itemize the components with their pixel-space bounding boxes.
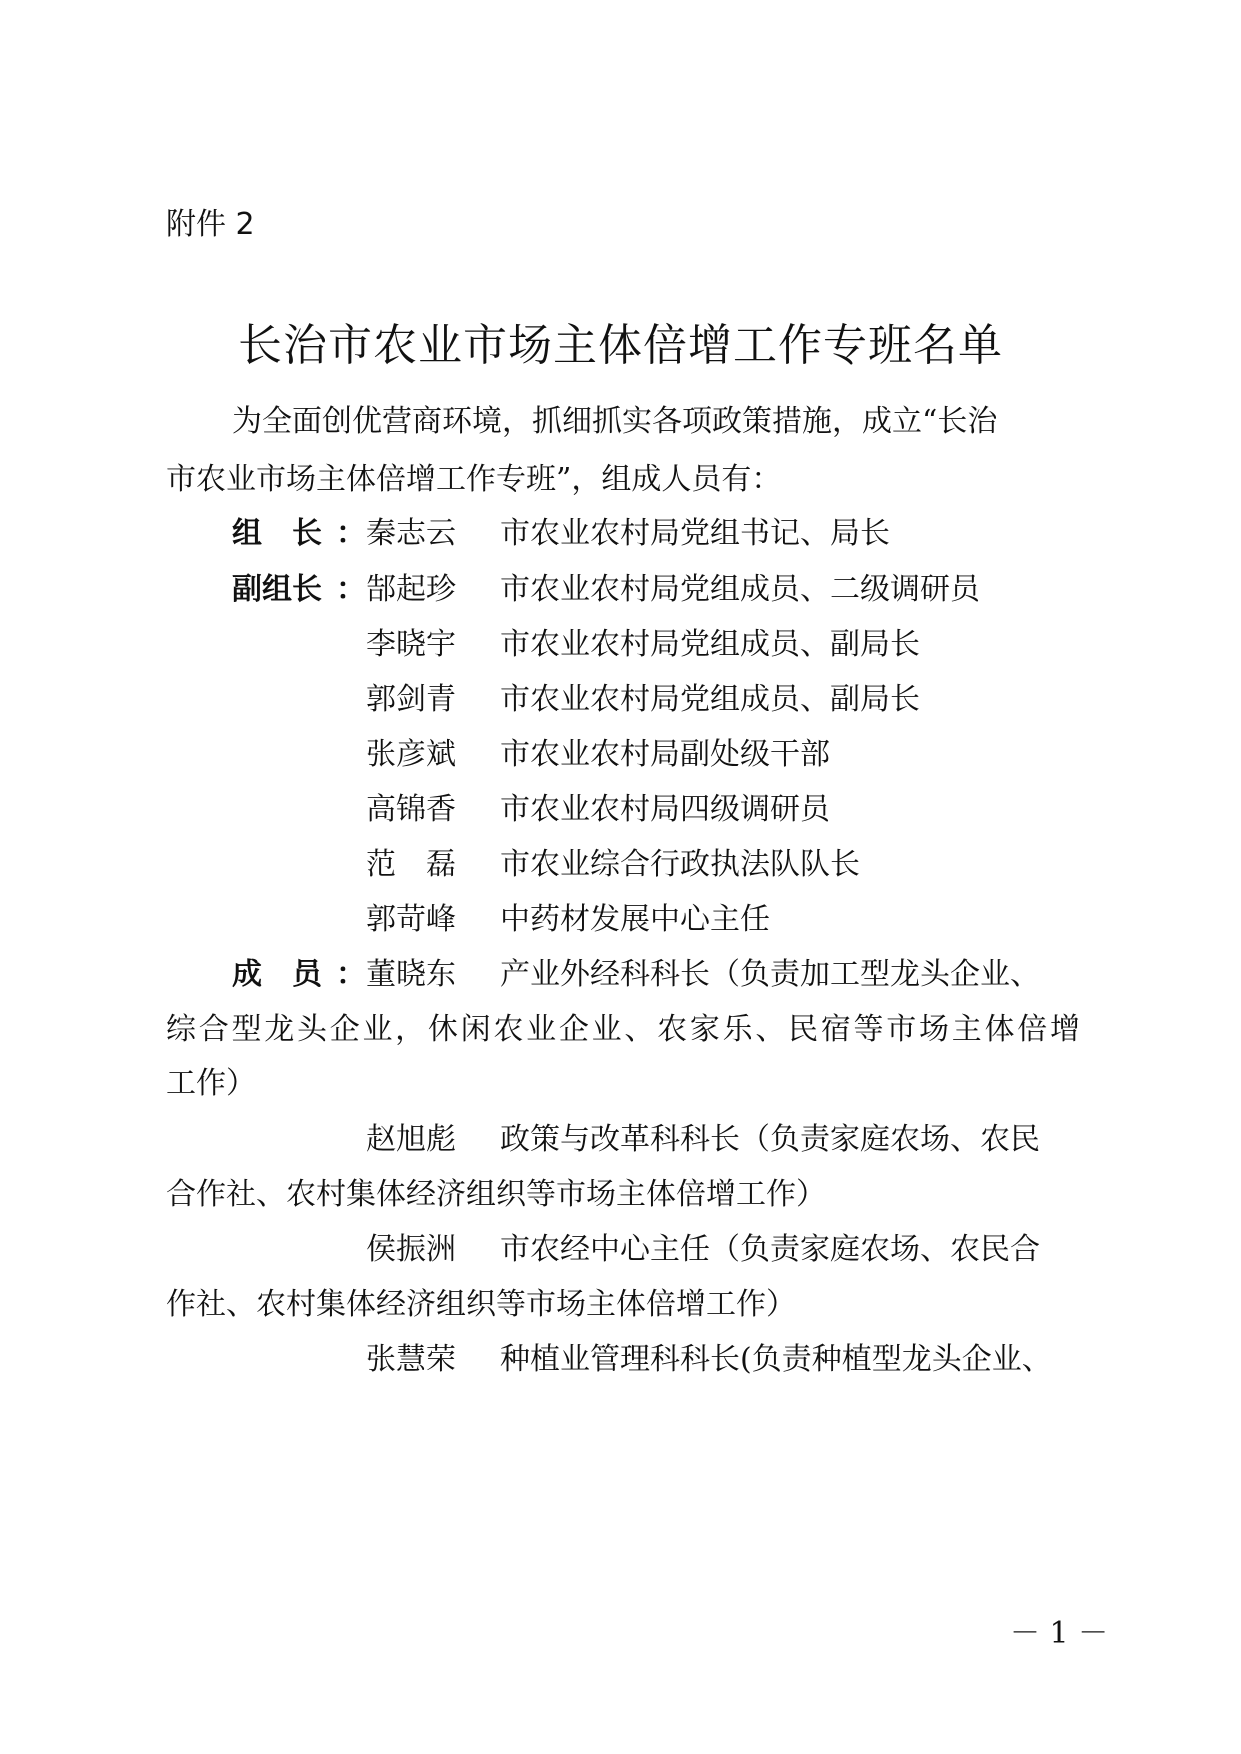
deputy-role: 市农业农村局党组成员、副局长 bbox=[500, 627, 920, 662]
member-role: 市农经中心主任（负责家庭农场、农民合 bbox=[500, 1232, 1040, 1267]
intro-line-2: 市农业市场主体倍增工作专班”，组成人员有： bbox=[166, 462, 782, 497]
leader-name bbox=[366, 514, 462, 554]
member-role: 产业外经科科长（负责加工型龙头企业、 bbox=[500, 957, 1040, 992]
page-number: － 1 － bbox=[1010, 1616, 1109, 1651]
deputy-label: 副组长 bbox=[232, 572, 322, 607]
member-role-continuation: 作社、农村集体经济组织等市场主体倍增工作） bbox=[166, 1287, 796, 1322]
deputy-role: 市农业农村局副处级干部 bbox=[500, 737, 830, 772]
deputy-name: 郭剑青 bbox=[366, 682, 456, 717]
member-name: 张慧荣 bbox=[366, 1342, 456, 1377]
intro-line-1: 为全面创优营商环境，抓细抓实各项政策措施，成立“长治 bbox=[232, 404, 998, 439]
member-role-continuation: 综合型龙头企业，休闲农业企业、农家乐、民宿等市场主体倍增 bbox=[166, 1012, 1080, 1047]
deputy-name: 范 磊 bbox=[366, 847, 456, 882]
leader-label bbox=[232, 514, 332, 554]
member-name: 赵旭彪 bbox=[366, 1122, 456, 1157]
deputy-role: 市农业农村局党组成员、副局长 bbox=[500, 682, 920, 717]
leader-role: 市农业农村局党组书记、局长 bbox=[500, 516, 890, 551]
leader-label-text: 组 长 bbox=[232, 516, 322, 551]
leader-name-text: 秦志云 bbox=[366, 516, 456, 551]
member-colon: ： bbox=[336, 957, 366, 992]
deputy-role: 市农业农村局党组成员、二级调研员 bbox=[500, 572, 980, 607]
attachment-label: 附件 2 bbox=[166, 207, 255, 242]
member-role-continuation: 合作社、农村集体经济组织等市场主体倍增工作） bbox=[166, 1177, 826, 1212]
deputy-name: 高锦香 bbox=[366, 792, 456, 827]
deputy-role: 市农业农村局四级调研员 bbox=[500, 792, 830, 827]
member-label: 成 员 bbox=[232, 957, 322, 992]
member-role: 政策与改革科科长（负责家庭农场、农民 bbox=[500, 1122, 1040, 1157]
deputy-name: 郜起珍 bbox=[366, 572, 456, 607]
deputy-role: 中药材发展中心主任 bbox=[500, 902, 770, 937]
document-title: 长治市农业市场主体倍增工作专班名单 bbox=[238, 320, 1003, 371]
deputy-colon: ： bbox=[336, 572, 366, 607]
deputy-name: 李晓宇 bbox=[366, 627, 456, 662]
deputy-name: 郭苛峰 bbox=[366, 902, 456, 937]
member-name: 侯振洲 bbox=[366, 1232, 456, 1267]
member-role-continuation: 工作） bbox=[166, 1066, 256, 1101]
deputy-name: 张彦斌 bbox=[366, 737, 456, 772]
deputy-role: 市农业综合行政执法队队长 bbox=[500, 847, 860, 882]
member-role: 种植业管理科科长(负责种植型龙头企业、 bbox=[500, 1342, 1052, 1377]
member-name: 董晓东 bbox=[366, 957, 456, 992]
leader-colon: ： bbox=[336, 516, 366, 551]
